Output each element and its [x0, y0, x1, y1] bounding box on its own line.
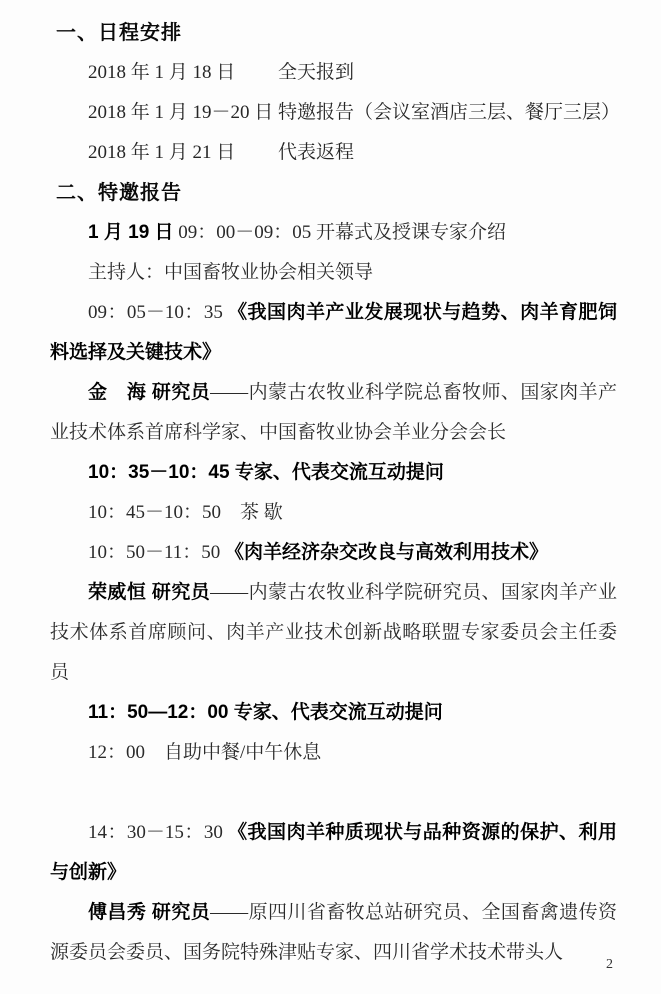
speaker1-description: ——内蒙古农牧业科学院总畜牧师、国家肉羊产业技术体系首席科学家、中国畜牧业协会羊业分会会长 [50, 382, 617, 443]
opening-date: 1 月 19 日 [88, 222, 174, 243]
schedule-row [50, 133, 617, 173]
paragraph-speaker1 [50, 373, 617, 453]
paragraph-qa2 [50, 693, 617, 733]
host-text: 主持人：中国畜牧业协会相关领导 [88, 262, 374, 283]
paragraph-speaker3 [50, 893, 617, 973]
schedule-row [50, 93, 621, 133]
speaker3-description: ——原四川省畜牧总站研究员、全国畜禽遗传资源委员会委员、国务院特殊津贴专家、四川省学术技术带头人 [50, 902, 617, 963]
talk3-time: 14：30－15：30 [88, 822, 229, 843]
paragraph-talk1 [50, 293, 617, 373]
paragraph-talk2 [50, 533, 617, 573]
paragraph-host [50, 253, 617, 293]
paragraph-opening-ceremony [50, 213, 617, 253]
speaker2-description: ——内蒙古农牧业科学院研究员、国家肉羊产业技术体系首席顾问、肉羊产业技术创新战略联盟专家委员会主任委员 [50, 582, 617, 683]
speaker2-name: 荣威恒 研究员 [88, 582, 211, 603]
lunch-text: 12：00 自助中餐/中午休息 [88, 742, 322, 763]
talk2-time: 10：50－11：50 [88, 542, 226, 563]
paragraph-speaker2 [50, 573, 617, 693]
paragraph-tea-break [50, 493, 617, 533]
section2-heading: 二、特邀报告 [56, 182, 182, 204]
schedule-date: 2018 年 1 月 18 日 [88, 62, 236, 83]
speaker3-name: 傅昌秀 研究员 [88, 902, 211, 923]
page-number: 2 [606, 957, 613, 972]
section1-heading: 一、日程安排 [56, 22, 182, 44]
qa1-text: 10：35－10：45 专家、代表交流互动提问 [88, 462, 444, 483]
talk2-title: 《肉羊经济杂交改良与高效利用技术》 [225, 542, 549, 563]
talk1-title: 《我国肉羊产业发展现状与趋势、肉羊育肥饲料选择及关键技术》 [50, 302, 617, 363]
talk1-time: 09：05－10：35 [88, 302, 229, 323]
opening-rest: 09：00－09：05 开幕式及授课专家介绍 [173, 222, 507, 243]
speaker1-name: 金 海 研究员 [88, 382, 211, 403]
schedule-activity: 特邀报告（会议室酒店三层、餐厅三层） [278, 102, 621, 123]
paragraph-lunch [50, 733, 617, 773]
blank-line [50, 773, 617, 813]
schedule-activity: 代表返程 [278, 142, 355, 163]
schedule-date: 2018 年 1 月 19－20 日 [88, 102, 274, 123]
qa2-text: 11：50—12：00 专家、代表交流互动提问 [88, 702, 443, 723]
schedule-date: 2018 年 1 月 21 日 [88, 142, 236, 163]
schedule-activity: 全天报到 [278, 62, 355, 83]
paragraph-talk3 [50, 813, 617, 893]
paragraph-qa1 [50, 453, 617, 493]
talk3-title: 《我国肉羊种质现状与品种资源的保护、利用与创新》 [50, 822, 617, 883]
schedule-row [50, 53, 617, 93]
tea-break-text: 10：45－10：50 茶 歇 [88, 502, 283, 523]
